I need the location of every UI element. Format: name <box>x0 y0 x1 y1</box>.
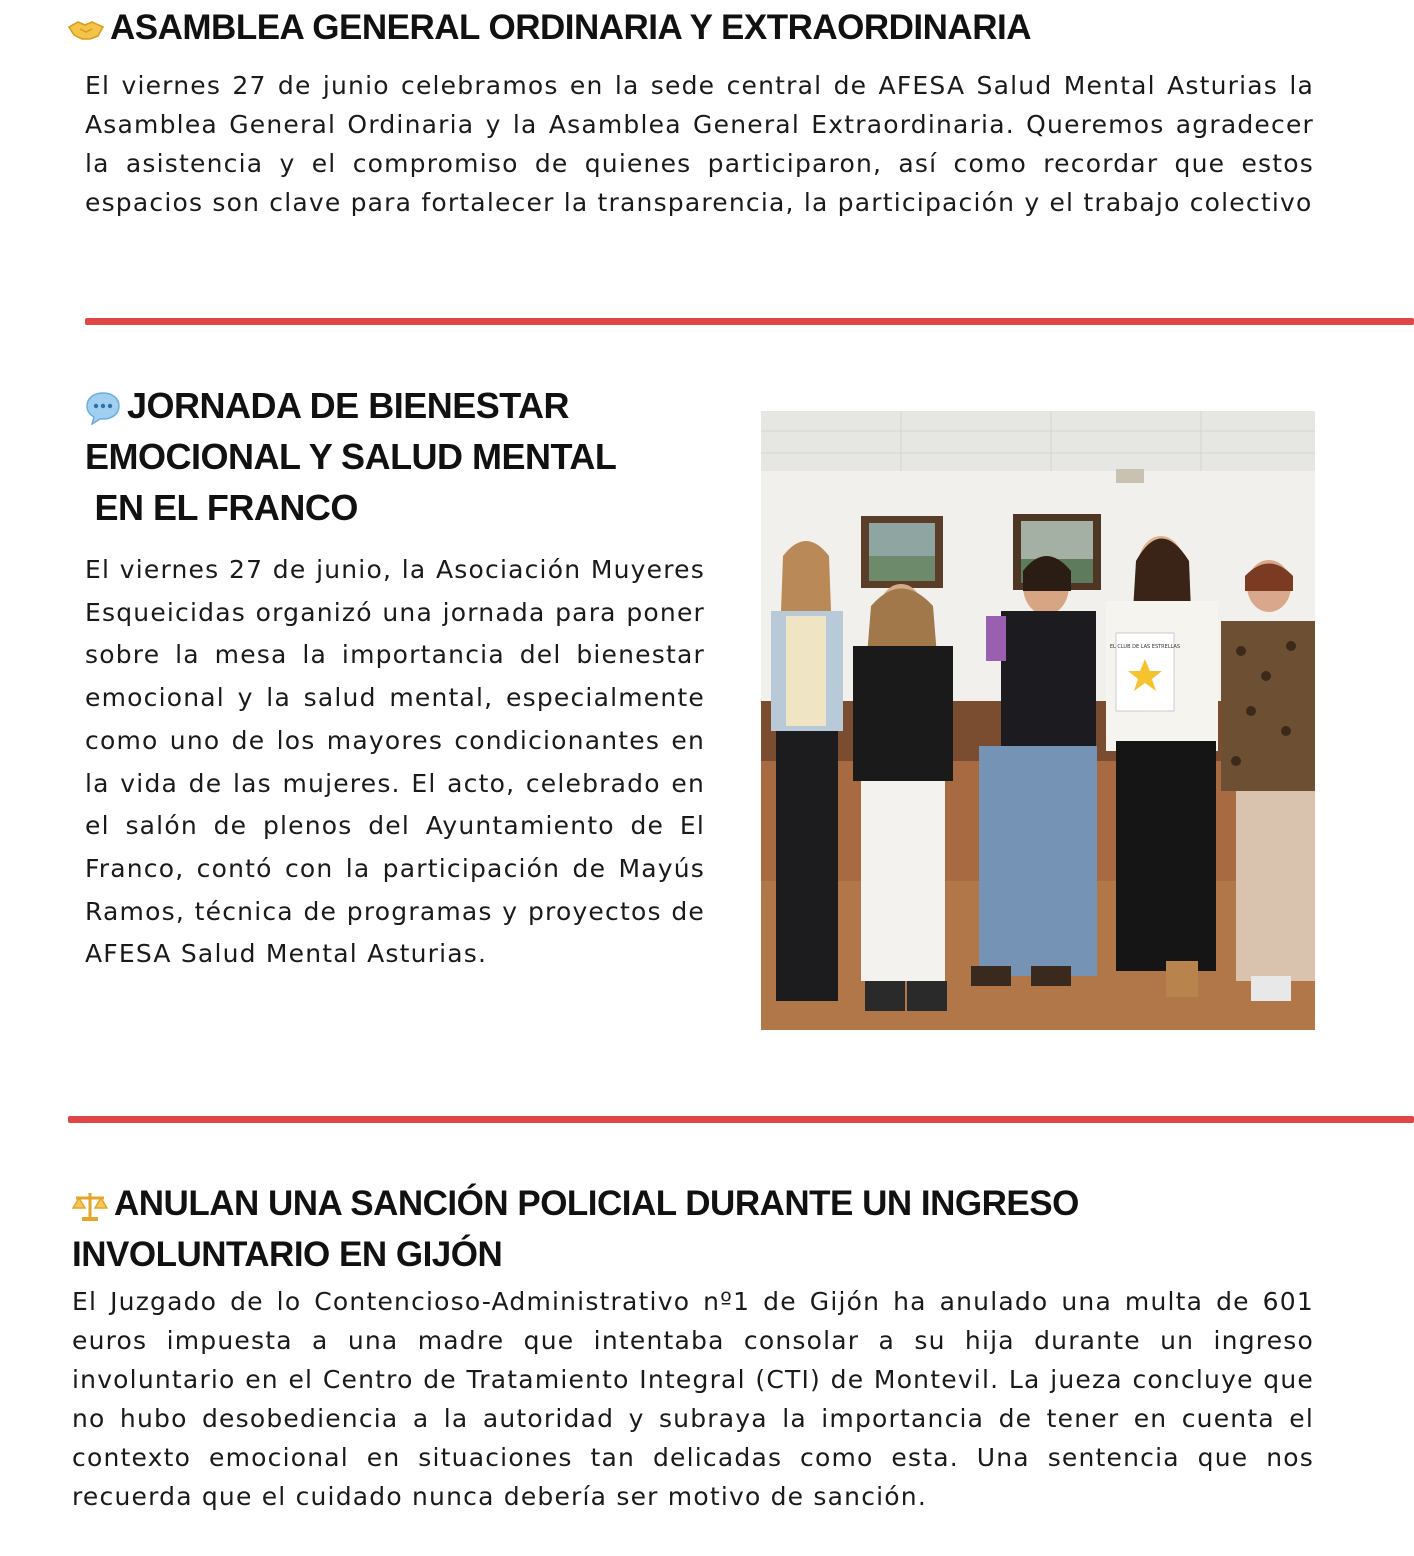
section-title-sancion <box>72 1178 1079 1280</box>
section-title-asamblea: ASAMBLEA GENERAL ORDINARIA Y EXTRAORDINARIA <box>68 6 1031 50</box>
section-body-asamblea: El viernes 27 de junio celebramos en la sede central de AFESA Salud Mental Asturias la Asamblea General Ordinaria y la Asamblea General Extraordinaria. Queremos agradecer la asistencia y el compromiso de quienes participaron, así como recordar que estos espacios son clave para fortalecer la transparencia, la participación y el trabajo colectivo <box>85 71 1314 217</box>
title-line: ANULAN UNA SANCIÓN POLICIAL DURANTE UN INGRESO <box>72 1178 1079 1229</box>
section-title-jornada <box>85 380 616 533</box>
title-line: INVOLUNTARIO EN GIJÓN <box>72 1235 503 1274</box>
book-title: EL CLUB DE LAS ESTRELLAS <box>1109 644 1181 650</box>
speech-bubble-icon <box>85 391 121 425</box>
balance-scale-icon <box>72 1190 108 1222</box>
section-divider <box>68 1116 1414 1123</box>
section-body-sancion: El Juzgado de lo Contencioso-Administrativo nº1 de Gijón ha anulado una multa de 601 euros impuesta a una madre que intentaba consolar a su hija durante un ingreso involuntario en el Centro de Tratamiento Integral (CTI) de Montevil. La jueza concluye que no hubo desobediencia a la autoridad y subraya la importancia de tener en cuenta el contexto emocional en situaciones tan delicadas como esta. Una sentencia que nos recuerda que el cuidado nunca debería ser motivo de sanción. <box>72 1287 1314 1511</box>
title-line: EN EL FRANCO <box>85 487 358 528</box>
title-line: JORNADA DE BIENESTAR <box>85 380 616 431</box>
event-group-photo <box>761 411 1315 1030</box>
section-body-jornada: El viernes 27 de junio, la Asociación Muyeres Esqueicidas organizó una jornada para poner sobre la mesa la importancia del bienestar emocional y la salud mental, especialmente como uno de los mayores condicionantes en la vida de las mujeres. El acto, celebrado en el salón de plenos del Ayuntamiento de El Franco, contó con la participación de Mayús Ramos, técnica de programas y proyectos de AFESA Salud Mental Asturias. <box>85 555 705 969</box>
section-divider <box>85 318 1414 325</box>
handshake-icon <box>68 19 104 41</box>
title-line: EMOCIONAL Y SALUD MENTAL <box>85 436 617 477</box>
